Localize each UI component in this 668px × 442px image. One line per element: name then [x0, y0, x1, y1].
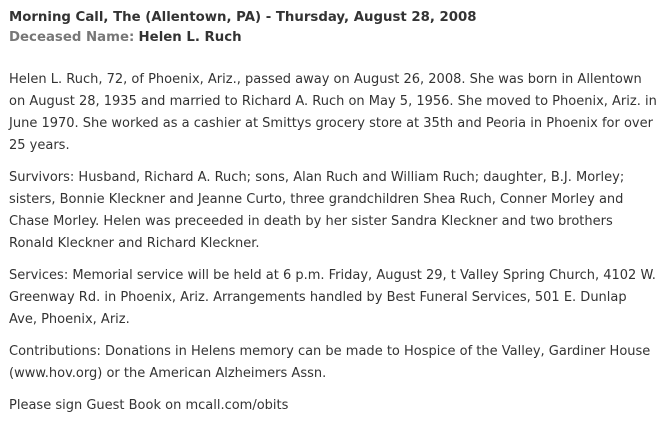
publication-name: Morning Call, The (Allentown, PA) [9, 10, 262, 25]
contributions-paragraph: Contributions: Donations in Helens memory can be made to Hospice of the Valley, Gardiner House (www.hov.org) or the American Alzheimers Assn. [9, 344, 651, 381]
obituary-body [9, 69, 658, 417]
deceased-name-label: Deceased Name: [9, 30, 135, 45]
services-paragraph: Services: Memorial service will be held at 6 p.m. Friday, August 29, t Valley Spring Church, 4102 W. Greenway Rd. in Phoenix, Ariz. Arrangements handled by Best Funeral Services, 501 E. Dunlap Ave, Phoenix, Ariz. [9, 268, 656, 327]
header-separator: - [261, 10, 276, 25]
publication-date: Thursday, August 28, 2008 [275, 10, 477, 25]
guestbook-paragraph: Please sign Guest Book on mcall.com/obits [9, 398, 289, 413]
survivors-paragraph: Survivors: Husband, Richard A. Ruch; sons, Alan Ruch and William Ruch; daughter, B.J. Morley; sisters, Bonnie Kleckner and Jeanne Curto, three grandchildren Shea Ruch, Conner Morley and Chase Morley. Helen was preceeded in death by her sister Sandra Kleckner and two brothers Ronald Kleckner and Richard Kleckner. [9, 170, 625, 251]
deceased-line [9, 28, 658, 48]
bio-paragraph: Helen L. Ruch, 72, of Phoenix, Ariz., passed away on August 26, 2008. She was born in Allentown on August 28, 1935 and married to Richard A. Ruch on May 5, 1956. She moved to Phoenix, Ariz. in June 1970. She worked as a cashier at Smittys grocery store at 35th and Peoria in Phoenix for over 25 years. [9, 72, 657, 153]
publication-header [9, 8, 658, 28]
deceased-name-value: Helen L. Ruch [138, 30, 242, 45]
